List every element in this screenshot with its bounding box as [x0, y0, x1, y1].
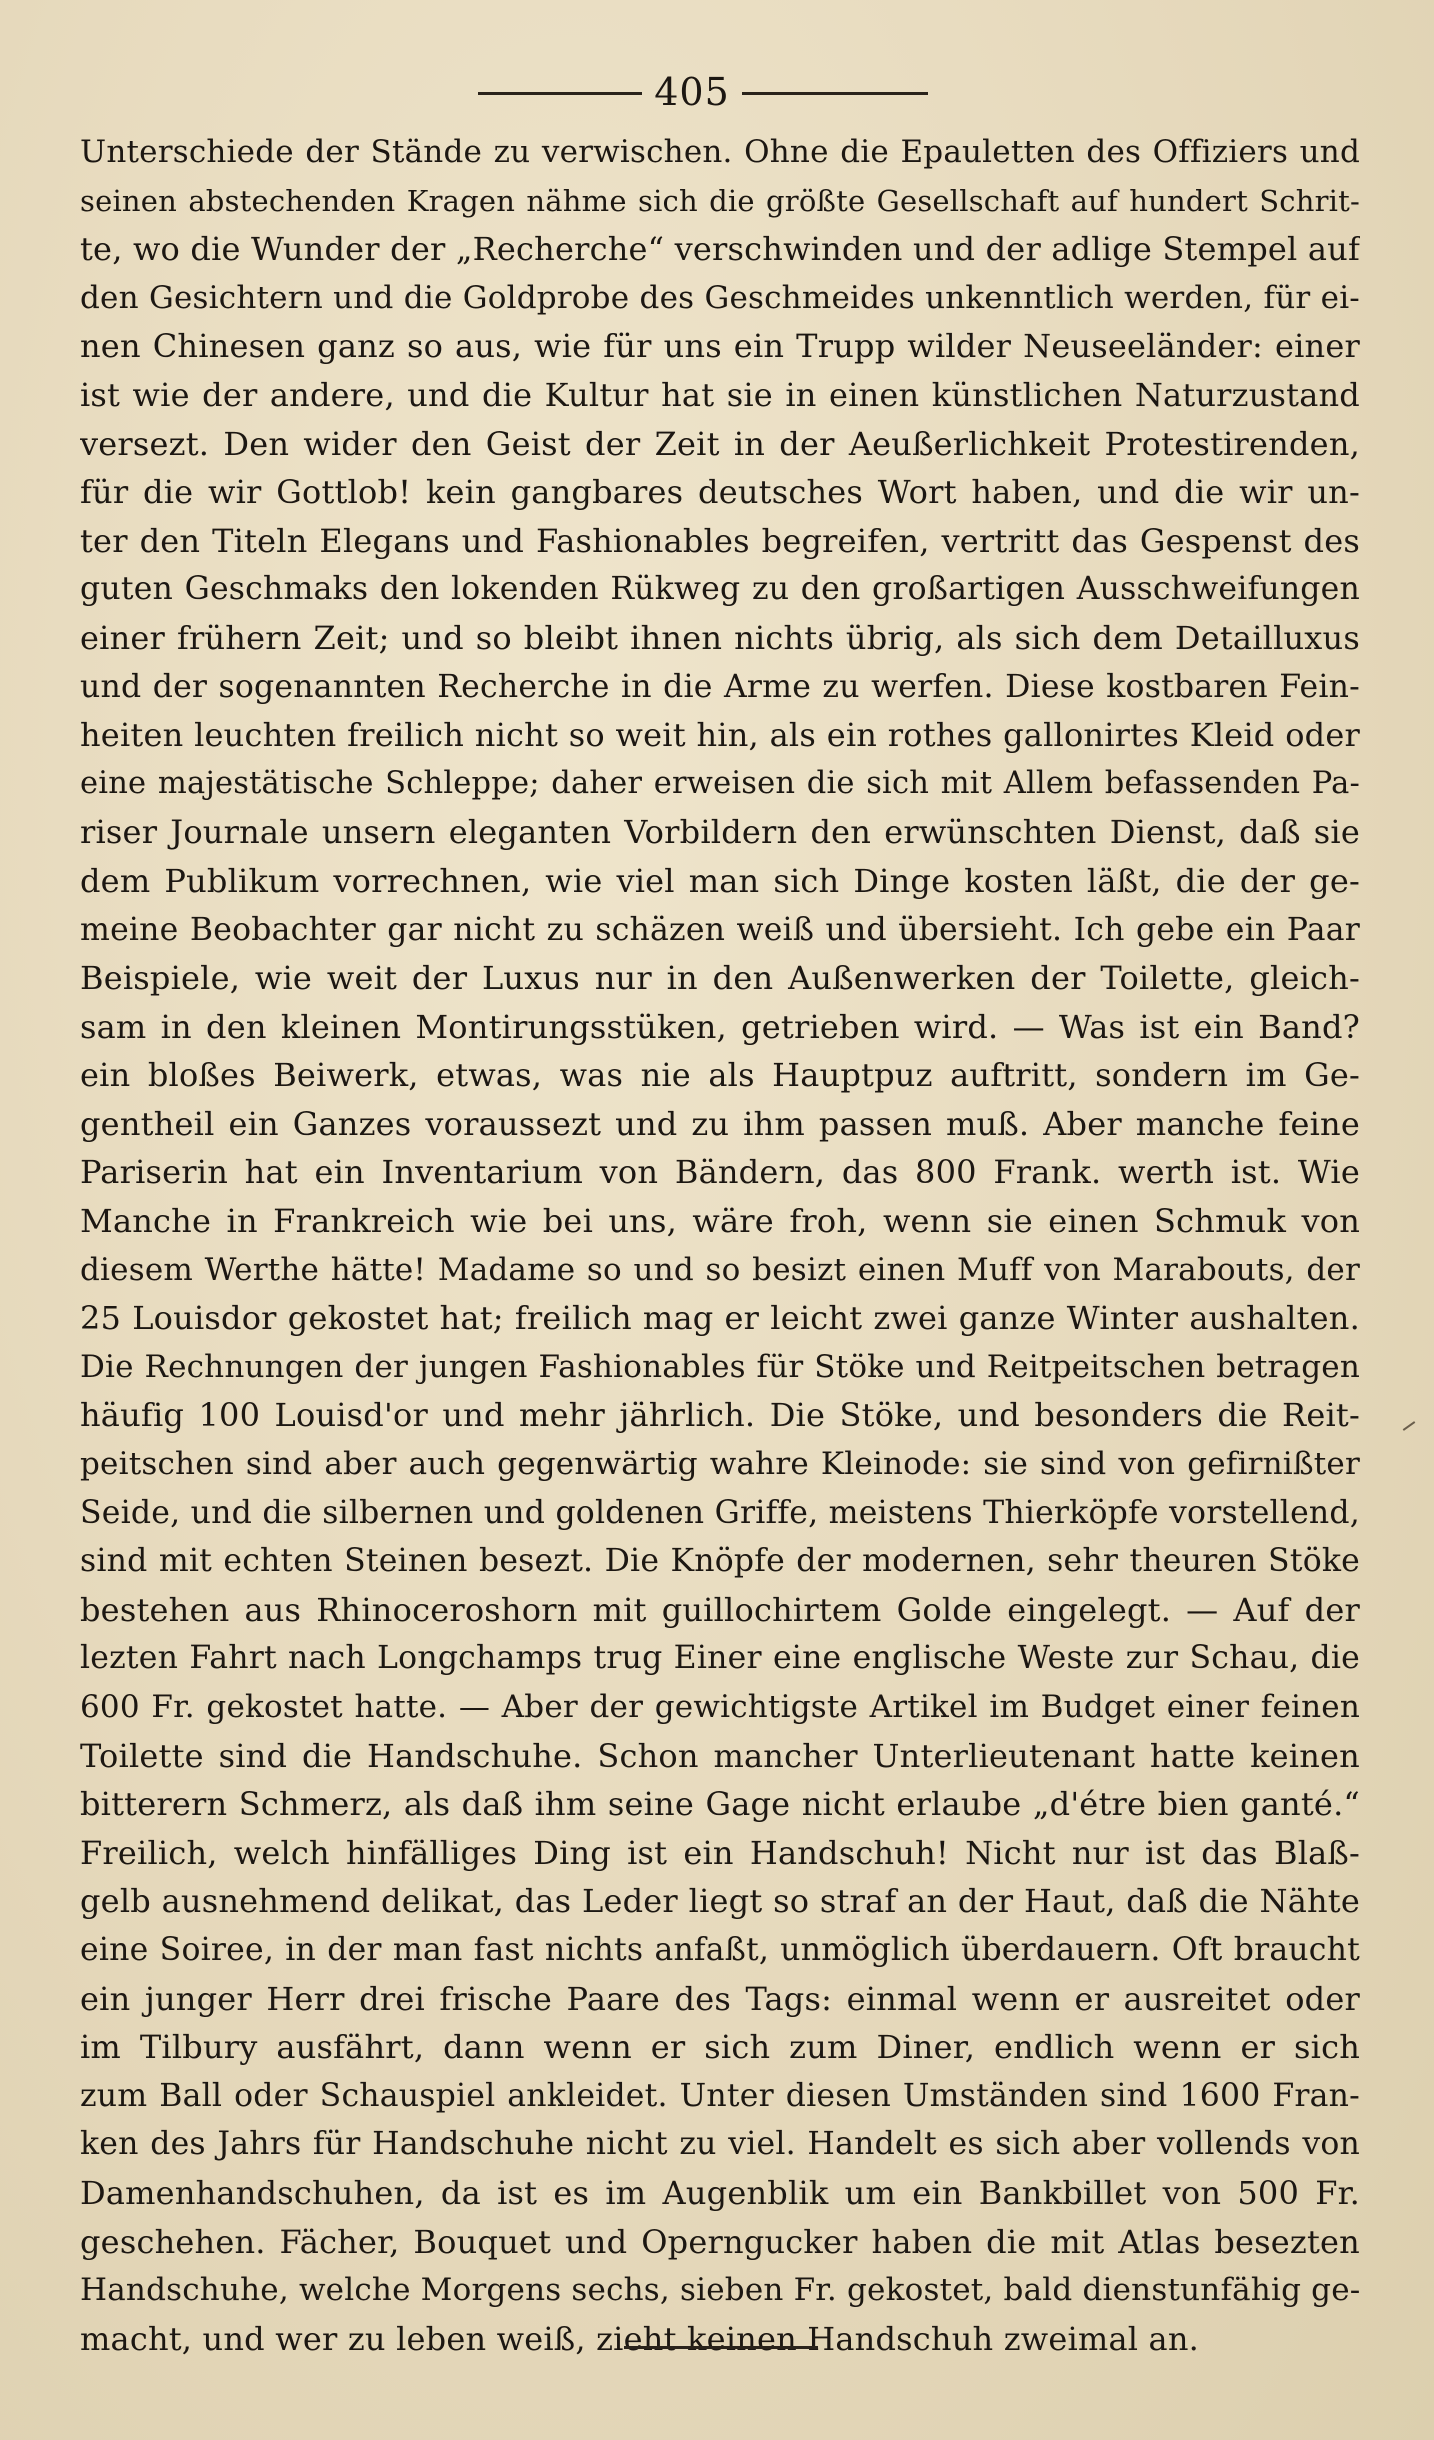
text-line: häufig 100 Louisd'or und mehr jährlich. Die Stöke, und besonders die Reit-: [80, 1396, 1360, 1435]
text-line: diesem Werthe hätte! Madame so und so besizt einen Muff von Marabouts, der: [80, 1251, 1360, 1288]
text-line: 25 Louisdor gekostet hat; freilich mag er leicht zwei ganze Winter aushalten.: [80, 1299, 1360, 1338]
text-line: geschehen. Fächer, Bouquet und Operngucker haben die mit Atlas besezten: [80, 2222, 1360, 2261]
text-line: Toilette sind die Handschuhe. Schon mancher Unterlieutenant hatte keinen: [80, 1736, 1360, 1775]
text-line: nen Chinesen ganz so aus, wie für uns ein Trupp wilder Neuseeländer: einer: [80, 327, 1360, 366]
text-line: Beispiele, wie weit der Luxus nur in den Außenwerken der Toilette, gleich-: [80, 959, 1360, 998]
text-line: seinen abstechenden Kragen nähme sich die größte Gesellschaft auf hundert Schrit-: [80, 183, 1360, 218]
text-line: und der sogenannten Recherche in die Arme zu werfen. Diese kostbaren Fein-: [80, 668, 1360, 705]
text-line: te, wo die Wunder der „Recherche“ verschwinden und der adlige Stempel auf: [80, 230, 1360, 269]
text-line: gelb ausnehmend delikat, das Leder liegt so straf an der Haut, daß die Nähte: [80, 1882, 1360, 1921]
text-line: Unterschiede der Stände zu verwischen. Ohne die Epauletten des Offiziers und: [80, 134, 1360, 170]
text-line: Handschuhe, welche Morgens sechs, sieben Fr. gekostet, bald dienstunfähig ge-: [80, 2272, 1360, 2309]
footer-rule: [624, 2346, 818, 2349]
text-line: Pariserin hat ein Inventarium von Bändern, das 800 Frank. werth ist. Wie: [80, 1153, 1360, 1192]
text-line: zum Ball oder Schauspiel ankleidet. Unter diesen Umständen sind 1600 Fran-: [80, 2077, 1360, 2114]
text-line: riser Journale unsern eleganten Vorbildern den erwünschten Dienst, daß sie: [80, 813, 1360, 852]
text-line: eine majestätische Schleppe; daher erweisen die sich mit Allem befassenden Pa-: [80, 765, 1360, 801]
text-line: sind mit echten Steinen besezt. Die Knöpfe der modernen, sehr theuren Stöke: [80, 1543, 1360, 1580]
text-line: meine Beobachter gar nicht zu schäzen weiß und übersieht. Ich gebe ein Paar: [80, 911, 1360, 948]
text-line: Freilich, welch hinfälliges Ding ist ein Handschuh! Nicht nur ist das Blaß-: [80, 1833, 1360, 1872]
text-line: macht, und wer zu leben weiß, zieht keinen Handschuh zweimal an.: [80, 2319, 1200, 2358]
header-rule-left: [478, 92, 642, 95]
text-line: für die wir Gottlob! kein gangbares deutsches Wort haben, und die wir un-: [80, 473, 1360, 512]
text-line: ken des Jahrs für Handschuhe nicht zu viel. Handelt es sich aber vollends von: [80, 2126, 1360, 2163]
text-line: Seide, und die silbernen und goldenen Griffe, meistens Thierköpfe vorstellend,: [80, 1494, 1360, 1531]
text-line: den Gesichtern und die Goldprobe des Geschmeides unkenntlich werden, für ei-: [80, 279, 1360, 316]
body-text: [80, 128, 1360, 2363]
margin-mark: [1403, 1421, 1416, 1431]
text-line: 600 Fr. gekostet hatte. — Aber der gewichtigste Artikel im Budget einer feinen: [80, 1689, 1360, 1725]
text-line: bitterern Schmerz, als daß ihm seine Gage nicht erlaube „d'étre bien ganté.“: [80, 1785, 1360, 1824]
text-line: guten Geschmaks den lokenden Rükweg zu den großartigen Ausschweifungen: [80, 571, 1360, 608]
text-line: Damenhandschuhen, da ist es im Augenblik um ein Bankbillet von 500 Fr.: [80, 2173, 1360, 2212]
text-line: im Tilbury ausfährt, dann wenn er sich zum Diner, endlich wenn er sich: [80, 2028, 1360, 2067]
text-line: bestehen aus Rhinoceroshorn mit guillochirtem Golde eingelegt. — Auf der: [80, 1590, 1360, 1629]
text-line: ein junger Herr drei frische Paare des Tags: einmal wenn er ausreitet oder: [80, 1979, 1360, 2018]
text-line: Manche in Frankreich wie bei uns, wäre froh, wenn sie einen Schmuk von: [80, 1202, 1360, 1241]
text-line: Die Rechnungen der jungen Fashionables für Stöke und Reitpeitschen betragen: [80, 1348, 1360, 1385]
text-line: einer frühern Zeit; und so bleibt ihnen nichts übrig, als sich dem Detailluxus: [80, 618, 1360, 657]
text-line: versezt. Den wider den Geist der Zeit in der Aeußerlichkeit Protestirenden,: [80, 424, 1360, 463]
text-line: ist wie der andere, und die Kultur hat sie in einen künstlichen Naturzustand: [80, 375, 1360, 414]
page-number: 405: [654, 70, 730, 114]
text-line: heiten leuchten freilich nicht so weit hin, als ein rothes gallonirtes Kleid oder: [80, 716, 1360, 755]
text-line: ter den Titeln Elegans und Fashionables begreifen, vertritt das Gespenst des: [80, 521, 1360, 560]
text-line: peitschen sind aber auch gegenwärtig wahre Kleinode: sie sind von gefirnißter: [80, 1446, 1360, 1483]
text-line: gentheil ein Ganzes voraussezt und zu ihm passen muß. Aber manche feine: [80, 1104, 1360, 1143]
text-line: sam in den kleinen Montirungsstüken, getrieben wird. — Was ist ein Band?: [80, 1007, 1360, 1046]
text-line: ein bloßes Beiwerk, etwas, was nie als Hauptpuz auftritt, sondern im Ge-: [80, 1056, 1360, 1095]
text-line: dem Publikum vorrechnen, wie viel man sich Dinge kosten läßt, die der ge-: [80, 861, 1360, 900]
text-line: eine Soiree, in der man fast nichts anfaßt, unmöglich überdauern. Oft braucht: [80, 1931, 1360, 1968]
page-header: [0, 62, 1434, 122]
header-rule-right: [742, 92, 928, 95]
text-line: lezten Fahrt nach Longchamps trug Einer eine englische Weste zur Schau, die: [80, 1640, 1360, 1677]
